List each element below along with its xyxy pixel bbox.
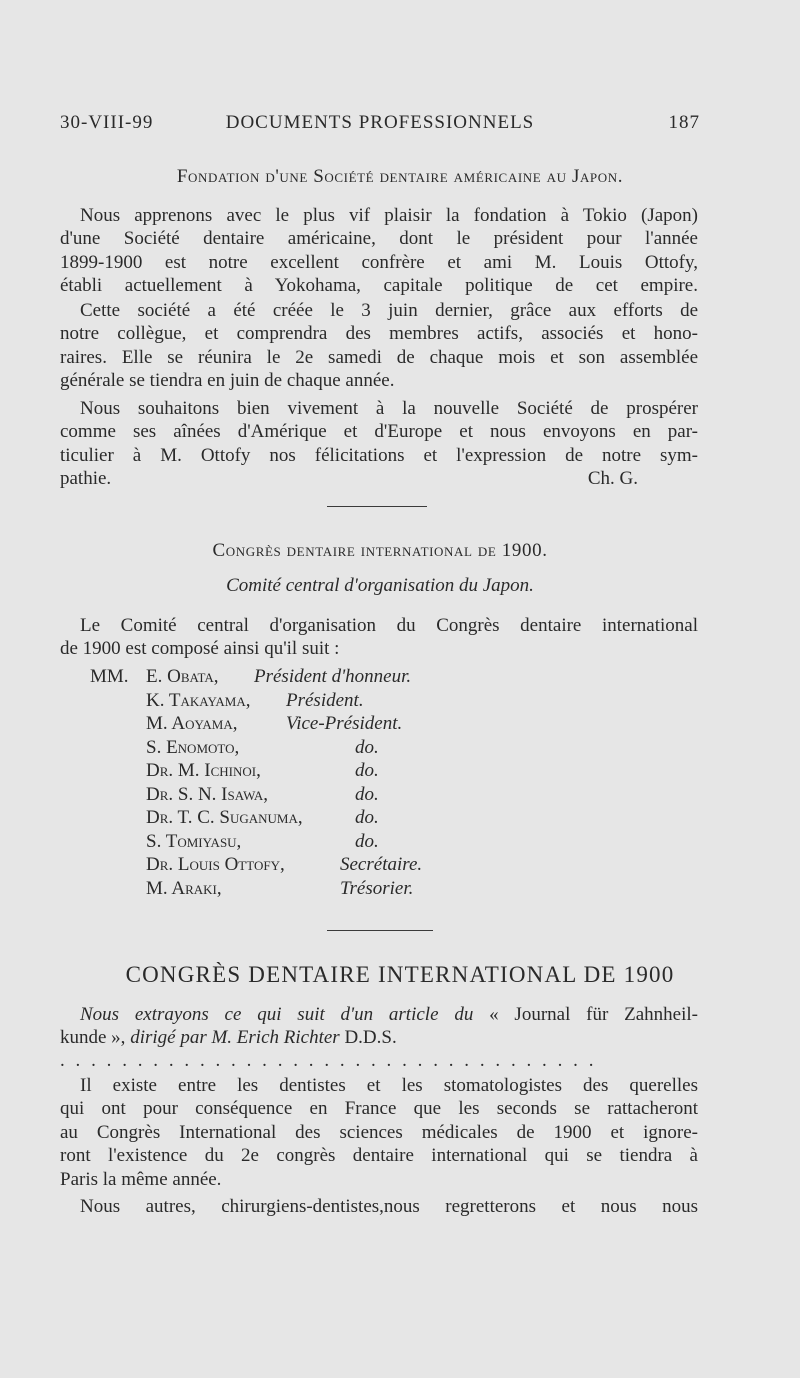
text-line: ront l'existence du 2e congrès dentaire international qui se tiendra à [60,1145,698,1167]
text-line: 1899-1900 est notre excellent confrère et ami M. Louis Ottofy, [60,251,698,273]
section2-title: Congrès dentaire international de 1900. [212,540,548,561]
section2-subtitle: Comité central d'organisation du Japon. [226,575,534,596]
text-line: notre collègue, et comprendra des membres actifs, associés et hono- [60,323,698,345]
intro-italic: Nous extrayons ce qui suit d'un article du [80,1004,474,1025]
header-journal-title: DOCUMENTS PROFESSIONNELS [225,112,535,133]
header-page-number: 187 [668,112,700,133]
member-name: Dr. M. Ichinoi, [146,760,261,781]
member-name: E. Obata, [146,666,219,687]
section1-paragraph-1 [60,204,698,298]
text-line: Le Comité central d'organisation du Congrès dentaire international [80,615,698,636]
member-role: Président d'honneur. [254,666,412,687]
member-role: Président. [286,689,364,711]
text-line: qui ont pour conséquence en France que les seconds se rattacheront [60,1098,698,1120]
intro-text: D.D.S. [339,1027,397,1049]
members-prefix: MM. [90,666,129,687]
header-date: 30-VIII-99 [60,112,154,133]
section3-intro [60,1003,698,1050]
text-line: Nous autres, chirurgiens-dentistes,nous regretterons et nous nous [80,1196,698,1217]
section1-paragraph-3 [60,397,698,491]
section1-paragraph-2 [60,299,698,393]
member-role: do. [355,783,379,805]
member-name: Dr. Louis Ottofy, [146,854,285,875]
member-name: Dr. T. C. Suganuma, [146,807,303,828]
member-name: Dr. S. N. Isawa, [146,783,269,805]
text-line [60,1026,698,1049]
text-line: Nous souhaitons bien vivement à la nouvelle Société de prospérer [80,398,698,419]
closing-word: pathie. [60,468,112,490]
member-name: M. Araki, [146,877,222,899]
section3-title: CONGRÈS DENTAIRE INTERNATIONAL DE 1900 [125,962,675,987]
text-line: générale se tiendra en juin de chaque année. [60,370,395,392]
running-header [60,112,700,142]
member-name: K. Takayama, [146,689,251,711]
section1-title: Fondation d'une Société dentaire américaine au Japon. [176,166,624,187]
member-role: Secrétaire. [340,854,423,875]
text-line: Paris la même année. [60,1168,222,1190]
member-role: do. [355,830,379,852]
section2-intro [60,614,698,661]
intro-text: « Journal für Zahnheil- [473,1004,698,1025]
text-line: établi actuellement à Yokohama, capitale politique de cet empire. [60,275,698,297]
text-line [60,1003,698,1026]
section-divider [327,506,427,507]
member-name: S. Tomiyasu, [146,830,242,852]
section-divider [327,930,433,931]
text-line: ticulier à M. Ottofy nos félicitations et l'expression de notre sym- [60,444,698,466]
text-line: comme ses aînées d'Amérique et d'Europe et nous envoyons en par- [60,421,698,443]
text-line: Cette société a été créée le 3 juin dernier, grâce aux efforts de [80,300,698,321]
text-line: au Congrès International des sciences médicales de 1900 et ignore- [60,1121,698,1143]
member-role: do. [355,760,379,781]
member-role: do. [355,736,379,758]
text-line: de 1900 est composé ainsi qu'il suit : [60,638,340,660]
intro-italic: dirigé par M. Erich Richter [130,1027,340,1049]
member-role: Vice-Président. [286,713,403,734]
intro-text: kunde », [60,1027,131,1049]
member-role: do. [355,807,379,828]
section3-paragraph-2 [60,1195,698,1218]
section3-paragraph-1 [60,1074,698,1191]
ellipsis-dots: ................................... [60,1050,605,1071]
text-line: raires. Elle se réunira le 2e samedi de chaque mois et son assemblée [60,346,698,368]
member-role: Trésorier. [340,877,414,899]
signature: Ch. G. [587,468,638,490]
text-line: Nous apprenons avec le plus vif plaisir la fondation à Tokio (Japon) [80,205,698,226]
text-line: d'une Société dentaire américaine, dont le président pour l'année [60,228,698,250]
member-name: S. Enomoto, [146,736,240,758]
member-name: M. Aoyama, [146,713,238,734]
text-line [60,467,698,490]
text-line: Il existe entre les dentistes et les stomatologistes des querelles [80,1075,698,1096]
